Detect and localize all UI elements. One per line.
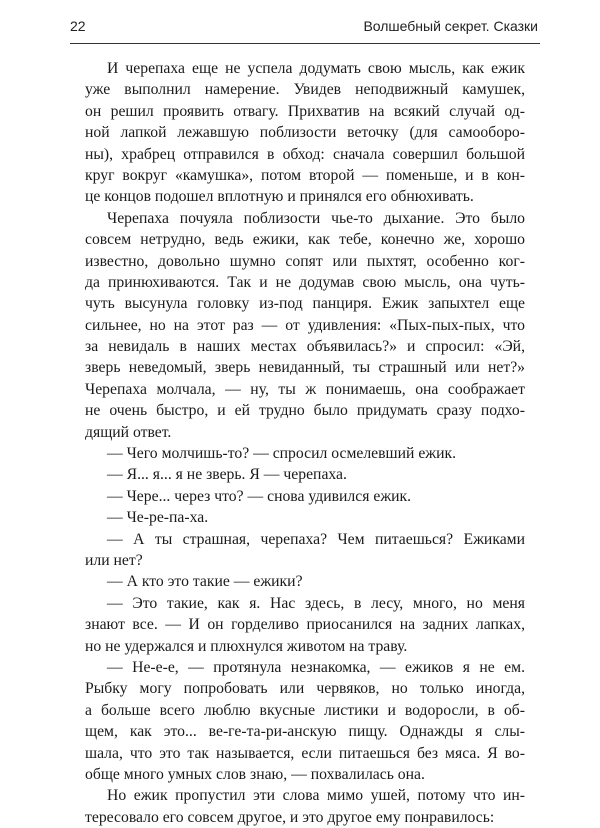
text-line: круг вокруг «камушка», потом второй — поменьше, и в кон-	[85, 166, 525, 184]
text-line: це концов подошел вплотную и принялся его обнюхивать.	[85, 188, 474, 206]
text-line: совсем нетрудно, ведь ежики, как тебе, конечно же, хорошо	[85, 231, 525, 249]
text-line: ны), храбрец отправился в обход: сначала совершил большой	[85, 145, 525, 163]
text-line: но не удержался и плюхнулся животом на траву.	[85, 637, 408, 655]
text-line: чуть высунула головку из-под панциря. Ежик запыхтел еще	[85, 295, 525, 313]
page-number: 22	[70, 18, 86, 34]
text-line: за невидаль в наших местах объявилась?» и спросил: «Эй,	[85, 338, 525, 356]
running-head-title: Волшебный секрет. Сказки	[363, 18, 538, 34]
text-line: — Чере... через что? — снова удивился ежик.	[107, 487, 412, 505]
text-line: Черепаха почуяла поблизости чье-то дыхание. Это было	[107, 209, 525, 227]
text-line: — Чего молчишь-то? — спросил осмелевший ежик.	[107, 445, 457, 463]
text-line: не очень быстро, и ей трудно было придумать сразу подхо-	[85, 402, 525, 420]
text-line: Но ежик пропустил эти слова мимо ушей, потому что ин-	[107, 787, 525, 805]
text-line: И черепаха еще не успела додумать свою мысль, как ежик	[107, 60, 525, 77]
text-line: — А ты страшная, черепаха? Чем питаешься? Ежиками	[107, 530, 525, 548]
text-line: знают все. — И он горделиво приосанился на задних лапках,	[85, 616, 525, 634]
text-line: — Че-ре-па-ха.	[107, 509, 209, 527]
text-line: Черепаха молчала, — ну, ты ж понимаешь, она соображает	[85, 380, 525, 398]
text-line: шала, что это так называется, если питаешься без мяса. Я во-	[85, 744, 525, 762]
text-line: обще много умных слов знаю, — похвалилась она.	[85, 765, 425, 783]
text-line: — А кто это такие — ежики?	[107, 573, 303, 591]
text-line: он решил проявить отвагу. Прихватив на всякий случай од-	[85, 102, 525, 120]
header-divider	[70, 43, 540, 44]
text-line: дящий ответ.	[85, 423, 172, 441]
text-line: — Это такие, как я. Нас здесь, в лесу, много, но меня	[107, 594, 525, 612]
text-line: щем, как это... ве-ге-та-ри-анскую пищу. Однажды я слы-	[85, 723, 525, 741]
text-line: тересовало его совсем другое, и это другое ему понравилось:	[85, 808, 495, 826]
text-line: ной лапкой лежавшую поблизости веточку (для самооборо-	[85, 124, 525, 142]
text-line: Рыбку могу попробовать или червяков, но только иногда,	[85, 680, 525, 698]
text-line: а больше всего люблю вкусные листики и водоросли, в об-	[85, 701, 525, 719]
text-line: — Я... я... я не зверь. Я — черепаха.	[107, 466, 347, 484]
text-line: зверь неведомый, зверь невиданный, ты страшный или нет?»	[85, 359, 525, 377]
text-line: сильнее, но на этот раз — от удивления: «Пых-пых-пых, что	[85, 316, 525, 334]
text-line: да принюхиваются. Так и не додумав свою мысль, она чуть-	[85, 273, 525, 291]
body-text	[85, 58, 525, 828]
text-line: уже выполнил намерение. Увидев неподвижный камушек,	[85, 81, 525, 99]
text-line: известно, довольно шумно сопят или пыхтят, особенно ког-	[85, 252, 525, 270]
text-line: — Не-е-е, — протянула незнакомка, — ежиков я не ем.	[107, 658, 525, 676]
text-line: или нет?	[85, 551, 143, 569]
